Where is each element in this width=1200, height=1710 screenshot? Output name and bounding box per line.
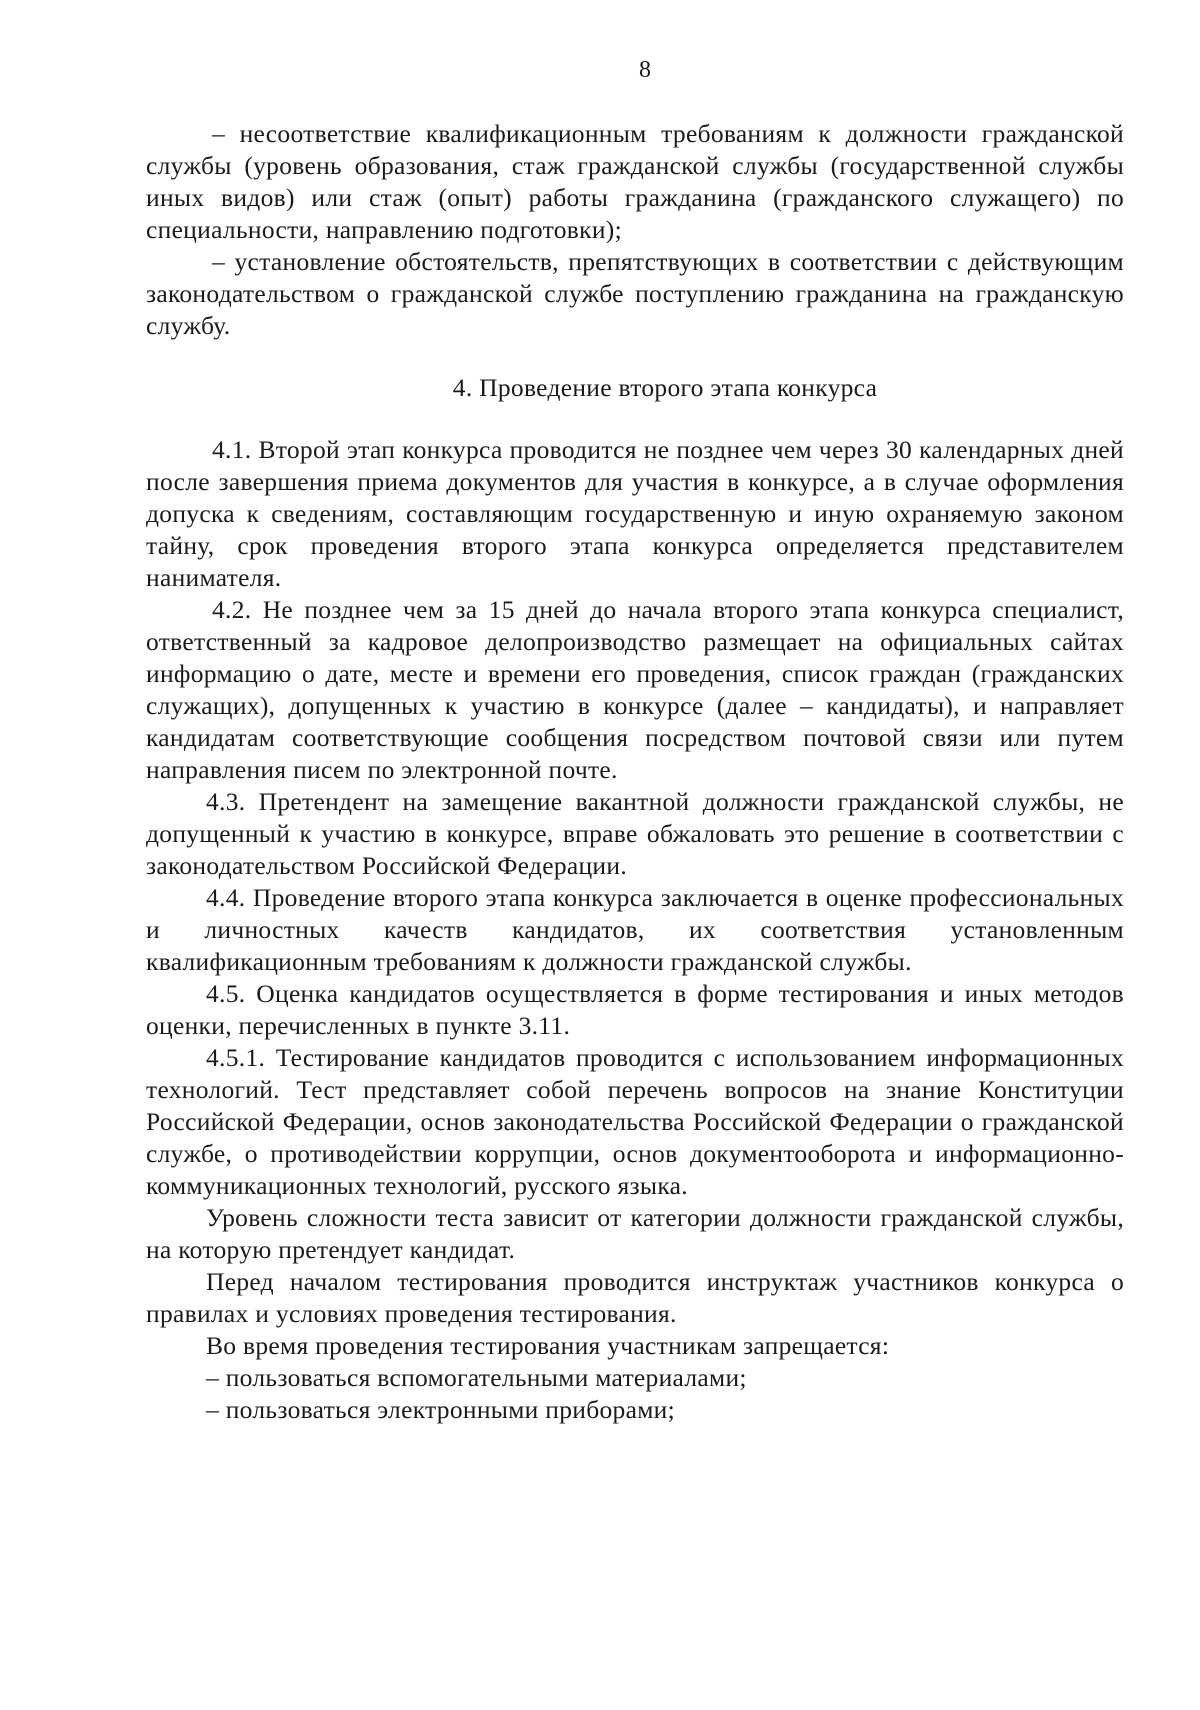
list-item-aux-materials: – пользоваться вспомогательными материалами; bbox=[206, 1363, 747, 1392]
paragraph-briefing: Перед началом тестирования проводится инструктаж участников конкурса о правилах и условиях проведения тестирования. bbox=[146, 1267, 1124, 1328]
list-item-circumstances: – установление обстоятельств, препятствующих в соответствии с действующим законодательством о гражданской службе поступлению гражданина на гражданскую службу. bbox=[146, 247, 1124, 340]
list-item-qualification-mismatch: – несоответствие квалификационным требованиям к должности гражданской службы (уровень образования, стаж гражданской службы (государственной службы иных видов) или стаж (опыт) работы гражданина (гражданского служащего) по специальности, направлению подготовки); bbox=[146, 119, 1124, 244]
paragraph-4-4: 4.4. Проведение второго этапа конкурса заключается в оценке профессиональных и личностных качеств кандидатов, их соответствия установленным квалификационным требованиям к должности гражданской службы. bbox=[146, 883, 1124, 976]
paragraph-4-2: 4.2. Не позднее чем за 15 дней до начала второго этапа конкурса специалист, ответственный за кадровое делопроизводство размещает на официальных сайтах информацию о дате, месте и времени его проведения, список граждан (гражданских служащих), допущенных к участию в конкурсе (далее – кандидаты), и направляет кандидатам соответствующие сообщения посредством почтовой связи или путем направления писем по электронной почте. bbox=[146, 595, 1124, 784]
paragraph-4-5-1: 4.5.1. Тестирование кандидатов проводится с использованием информационных технологий. Тест представляет собой перечень вопросов на знание Конституции Российской Федерации, основ законодательства Российской Федерации о гражданской службе, о противодействии коррупции, основ документооборота и информационно-коммуникационных технологий, русского языка. bbox=[146, 1043, 1124, 1200]
list-item-electronic-devices: – пользоваться электронными приборами; bbox=[206, 1395, 675, 1424]
paragraph-4-1: 4.1. Второй этап конкурса проводится не позднее чем через 30 календарных дней после завершения приема документов для участия в конкурсе, а в случае оформления допуска к сведениям, составляющим государственную и иную охраняемую законом тайну, срок проведения второго этапа конкурса определяется представителем нанимателя. bbox=[146, 435, 1124, 592]
paragraph-prohibited: Во время проведения тестирования участникам запрещается: bbox=[206, 1331, 890, 1360]
paragraph-4-3: 4.3. Претендент на замещение вакантной должности гражданской службы, не допущенный к участию в конкурсе, вправе обжаловать это решение в соответствии с законодательством Российской Федерации. bbox=[146, 787, 1124, 880]
paragraph-test-level: Уровень сложности теста зависит от категории должности гражданской службы, на которую претендует кандидат. bbox=[146, 1203, 1124, 1264]
document-body bbox=[146, 118, 1124, 1426]
paragraph-4-5: 4.5. Оценка кандидатов осуществляется в форме тестирования и иных методов оценки, перечисленных в пункте 3.11. bbox=[146, 979, 1124, 1040]
section-heading: 4. Проведение второго этапа конкурса bbox=[452, 373, 878, 402]
page-number: 8 bbox=[639, 57, 651, 83]
